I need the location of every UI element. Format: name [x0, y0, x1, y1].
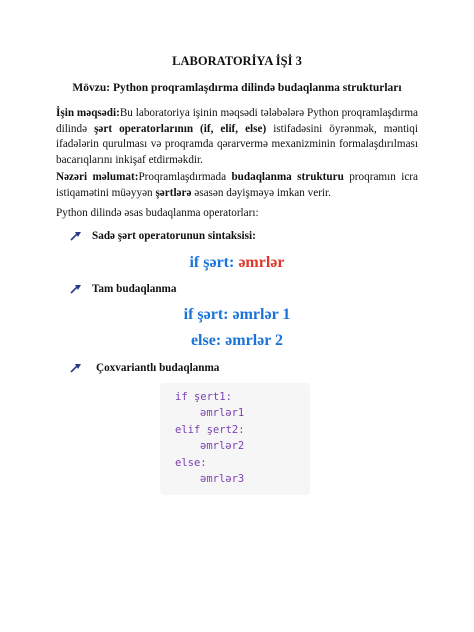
syntax-body: əmrlər: [234, 254, 285, 271]
full-if-syntax: [56, 306, 418, 324]
purpose-text-2: istifadəsini öyrənmək, məntiqi ifadələrin qurulması və proqramda qərarvermə mexanizminin formalaşdırılması bacarıqlarını inkişaf etdirməkdir.: [56, 122, 418, 166]
full-else-syntax: else: əmrlər 2: [190, 332, 284, 349]
theory-text-2: proqramın icra istiqamətini müəyyən: [56, 171, 418, 199]
bullet-label: Sadə şərt operatorunun sintaksisi:: [92, 230, 256, 242]
theory-bold-2: şərtlərə: [155, 186, 192, 199]
document-subtitle: Mövzu: Python proqramlaşdırma dilində budaqlanma strukturları: [72, 82, 402, 94]
bullet-label: Çoxvariantlı budaqlanma: [96, 362, 220, 374]
bullet-multi-branch: [70, 362, 219, 374]
code-line: elif şert2:: [175, 424, 245, 436]
bullet-full-branch: [70, 283, 176, 295]
pin-arrow-icon: [70, 363, 82, 373]
document-title: LABORATORİYA İŞİ 3: [172, 54, 302, 68]
code-line: if şert1:: [175, 391, 232, 403]
code-block: [160, 383, 310, 495]
simple-if-syntax: [56, 254, 418, 272]
theory-text-3: əsasən dəyişməyə imkan verir.: [191, 186, 331, 199]
bullet-label: Tam budaqlanma: [92, 283, 177, 295]
syntax-body: əmrlər 1: [228, 306, 291, 323]
pin-arrow-icon: [70, 284, 82, 294]
pin-arrow-icon: [70, 231, 82, 241]
bullet-simple-if: [70, 230, 256, 242]
purpose-bold: şərt operatorlarının (if, elif, else): [94, 122, 267, 135]
code-line: əmrlər2: [200, 440, 245, 452]
theory-lead: Nəzəri məlumat:: [56, 171, 139, 183]
purpose-paragraph: [56, 106, 418, 168]
code-line: əmrlər3: [200, 473, 245, 485]
theory-paragraph: [56, 170, 418, 201]
code-line: else:: [175, 457, 207, 469]
theory-bold-1: budaqlanma strukturu: [231, 171, 344, 183]
operators-intro: Python dilində əsas budaqlanma operatorları:: [56, 207, 259, 219]
syntax-keyword: if şərt:: [189, 254, 235, 271]
syntax-keyword: if şərt:: [183, 306, 229, 323]
code-line: əmrlər1: [200, 407, 245, 419]
purpose-lead: İşin məqsədi:: [56, 107, 120, 119]
theory-text-1: Proqramlaşdırmada: [138, 171, 232, 183]
purpose-text-1: Bu laboratoriya işinin məqsədi tələbələrə Python proqramlaşdırma dilində: [56, 107, 418, 135]
